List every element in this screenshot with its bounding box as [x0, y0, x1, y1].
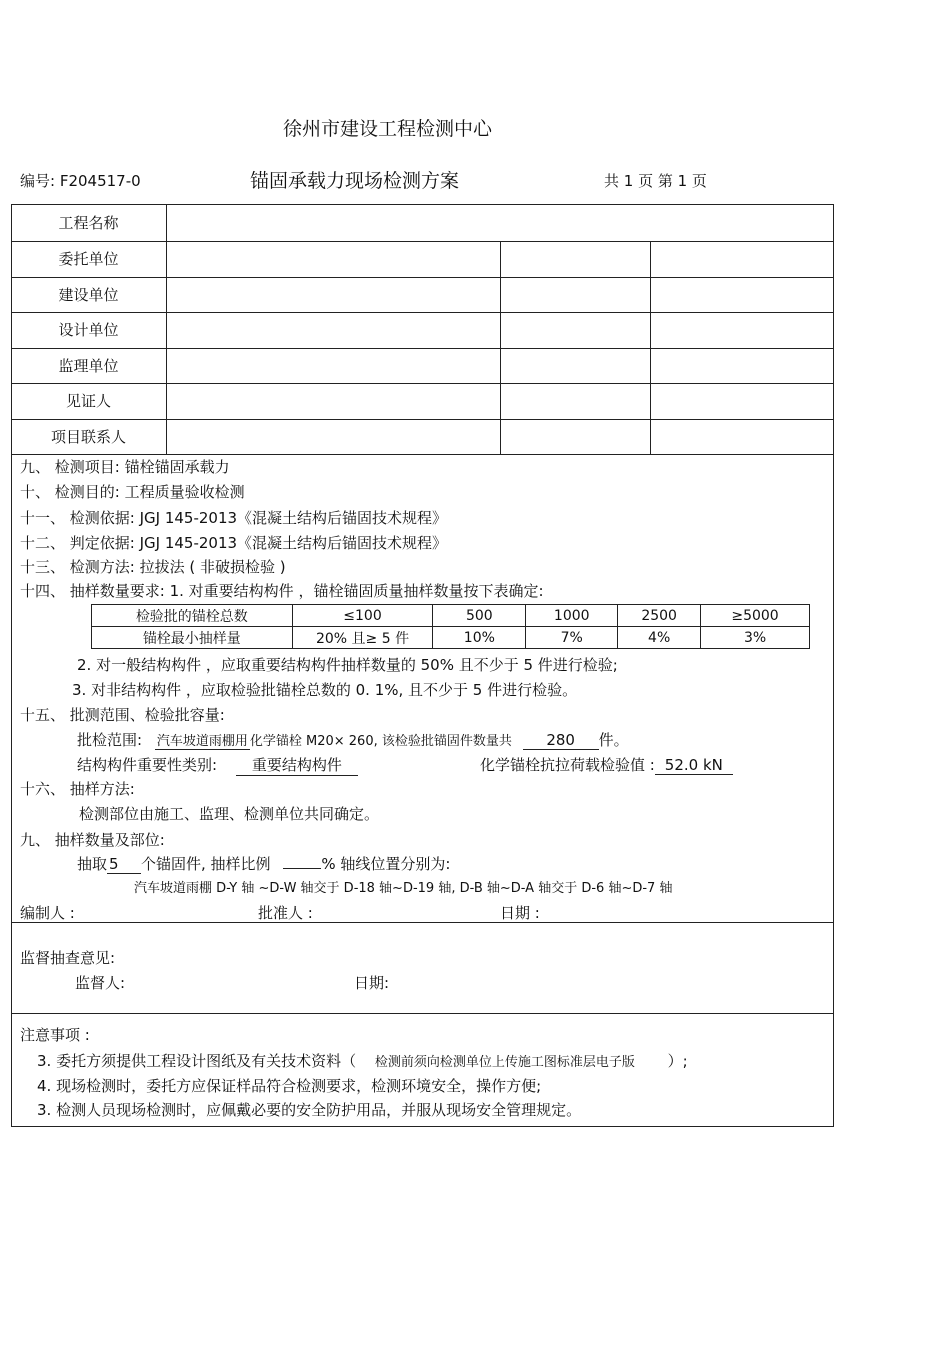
batch-count-unit: 件。 [598, 731, 629, 749]
item-batch-scope: 十五、 批测范围、检验批容量: [20, 706, 225, 724]
item-judgement-basis: 十二、 判定依据: JGJ 145-2013《混凝土结构后锚固技术规程》 [20, 534, 448, 552]
batch-range-value: 汽车坡道雨棚用 [155, 730, 250, 750]
importance-line [77, 754, 358, 776]
load-value-line [480, 754, 733, 775]
item-test-purpose: 十、 检测目的: 工程质量验收检测 [20, 483, 245, 501]
item-sampling-method: 十六、 抽样方法: [20, 780, 135, 798]
table-row [92, 605, 810, 627]
table-cell: 检验批的锚栓总数 [92, 605, 293, 627]
label-project-contact: 项目联系人 [50, 428, 126, 446]
batch-range-line [77, 729, 629, 750]
item-sampling-quantity: 九、 抽样数量及部位: [20, 831, 165, 849]
label-client: 委托单位 [58, 250, 119, 268]
table-row [92, 627, 810, 649]
note-item: 3. 检测人员现场检测时，应佩戴必要的安全防护用品，并服从现场安全管理规定。 [37, 1101, 582, 1119]
approver-label: 批准人 : [258, 904, 313, 922]
table-cell: 20% 且≥ 5 件 [292, 627, 433, 649]
table-cell: 4% [618, 627, 701, 649]
row-divider [11, 348, 834, 349]
axis-location: 汽车坡道雨棚 D-Y 轴 ~D-W 轴交于 D-18 轴~D-19 轴, D-B 轴~D-A 轴交于 D-6 轴~D-7 轴 [134, 881, 673, 896]
section-divider [11, 1013, 834, 1014]
sample-quantity-table [91, 604, 810, 649]
batch-count-value: 280 [523, 731, 599, 750]
note-1-text: 3. 委托方须提供工程设计图纸及有关技术资料（ [37, 1052, 357, 1070]
table-cell: 3% [701, 627, 810, 649]
take-ratio [283, 868, 321, 869]
item-test-project: 九、 检测项目: 锚栓锚固承载力 [20, 458, 230, 476]
table-cell: 2500 [618, 605, 701, 627]
label-project-name: 工程名称 [58, 214, 119, 232]
note-1-detail: 检测前须向检测单位上传施工图标准层电子版 [374, 1055, 635, 1070]
take-tail: % 轴线位置分别为: [321, 855, 451, 873]
rule-nonstructural: 3. 对非结构构件 ，应取检验批锚栓总数的 0. 1%, 且不少于 5 件进行检验。 [72, 681, 578, 699]
date-label: 日期 : [500, 904, 540, 922]
row-divider [11, 454, 834, 455]
item-test-basis: 十一、 检测依据: JGJ 145-2013《混凝土结构后锚固技术规程》 [20, 509, 448, 527]
table-cell: 10% [433, 627, 526, 649]
note-1-close: ）; [667, 1052, 688, 1070]
section-divider [11, 922, 834, 923]
label-witness: 见证人 [65, 392, 111, 410]
rule-general-members: 2. 对一般结构构件 ，应取重要结构构件抽样数量的 50% 且不少于 5 件进行检验; [77, 656, 618, 674]
column-divider [500, 241, 501, 454]
take-mid: 个锚固件, 抽样比例 [141, 855, 271, 873]
column-divider [650, 241, 651, 454]
table-cell: ≥5000 [701, 605, 810, 627]
row-divider [11, 383, 834, 384]
table-cell: ≤100 [292, 605, 433, 627]
document-title: 锚固承载力现场检测方案 [250, 170, 460, 192]
label-builder: 建设单位 [58, 286, 119, 304]
importance-value: 重要结构构件 [236, 754, 358, 776]
row-divider [11, 419, 834, 420]
page-info: 共 1 页 第 1 页 [604, 172, 707, 190]
supervision-opinion-label: 监督抽查意见: [20, 949, 116, 967]
organization-name: 徐州市建设工程检测中心 [283, 118, 493, 140]
sampling-quantity-line [77, 853, 450, 874]
table-cell: 500 [433, 605, 526, 627]
note-item: 4. 现场检测时，委托方应保证样品符合检测要求，检测环境安全，操作方便; [37, 1077, 542, 1095]
table-cell: 7% [526, 627, 618, 649]
editor-label: 编制人 : [20, 904, 75, 922]
item-test-method: 十三、 检测方法: 拉拔法 ( 非破损检验 ) [20, 558, 286, 576]
take-prefix: 抽取 [77, 855, 108, 873]
row-divider [11, 277, 834, 278]
load-value: 52.0 kN [655, 756, 733, 775]
row-divider [11, 241, 834, 242]
label-supervisor-unit: 监理单位 [58, 357, 119, 375]
supervisor-label: 监督人: [75, 974, 126, 992]
note-item [37, 1050, 688, 1071]
table-cell: 1000 [526, 605, 618, 627]
notes-title: 注意事项 : [20, 1026, 90, 1044]
batch-range-label: 批检范围: [77, 731, 143, 749]
take-count: 5 [107, 855, 141, 874]
supervision-date-label: 日期: [354, 974, 390, 992]
row-divider [11, 312, 834, 313]
batch-range-detail: 化学锚栓 M20× 260, 该检验批锚固件数量共 [249, 734, 512, 749]
label-designer: 设计单位 [58, 321, 119, 339]
load-label: 化学锚栓抗拉荷载检验值 : [480, 756, 655, 774]
importance-label: 结构构件重要性类别: [77, 756, 218, 774]
column-divider [166, 204, 167, 454]
table-cell: 锚栓最小抽样量 [92, 627, 293, 649]
sampling-method-text: 检测部位由施工、监理、检测单位共同确定。 [79, 805, 380, 823]
item-sample-requirement: 十四、 抽样数量要求: 1. 对重要结构构件 ，锚栓锚固质量抽样数量按下表确定: [20, 582, 544, 600]
document-number: 编号: F204517-0 [20, 172, 141, 190]
